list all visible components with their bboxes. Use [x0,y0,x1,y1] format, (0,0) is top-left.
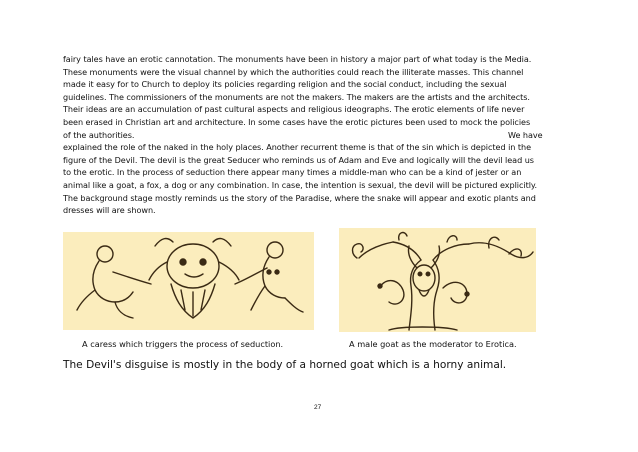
leaf-curls-right [489,237,522,256]
left-caption: A caress which triggers the process of seduction. [82,339,284,349]
text-line-split [63,129,591,142]
text-line: dresses will are shown. [63,205,156,216]
devil-caress-illustration [63,232,314,330]
text-line: made it easy for to Church to deploy its policies regarding religion and the social conduct, including the sexual [63,79,507,90]
goat-head [413,265,435,291]
devil-mouth [185,274,203,277]
split-line-right: We have [508,129,543,140]
emphasis-statement: The Devil's disguise is mostly in the body of a horned goat which is a horny animal. [63,359,507,371]
text-line: to the erotic. In the process of seduction there appear many times a middle-man who can be a kind of jester or an [63,167,522,178]
left-figure-arm [113,272,151,284]
devil-caress-drawing [63,232,314,330]
split-line-left: of the authorities. [63,129,135,140]
devil-horns [155,239,231,246]
goat-moderator-illustration [339,228,536,332]
text-line: explained the role of the naked in the holy places. Another recurrent theme is that of the sin which is depicted in the [63,142,532,153]
tree-branches [393,242,469,260]
devil-face [167,244,219,288]
text-line: guidelines. The commissioners of the monuments are not the makers. The makers are the artists and the architects. [63,91,530,102]
right-figure-legs [251,286,303,312]
devil-beard-strands [181,290,205,316]
left-figure-legs [77,290,133,318]
tree-trunk-right [433,260,439,330]
right-figure-body [263,257,285,298]
right-branch [469,243,533,258]
text-line: These monuments were the visual channel by which the authorities could reach the illiterate masses. This channel [63,66,524,77]
right-figure-head [267,242,283,258]
goat-tree-drawing [339,228,536,332]
text-line: The background stage mostly reminds us the story of the Paradise, where the snake will appear and exotic plants and [63,192,536,203]
right-caption: A male goat as the moderator to Erotica. [349,339,517,349]
left-figure-body [93,261,133,302]
text-line: Their ideas are an accumulation of past cultural aspects and religious ideographs. The erotic elements of life never [63,104,525,115]
left-branch [359,242,393,258]
text-line: fairy tales have an erotic cannotation. The monuments have been in history a major part of what today is the Media. [63,54,532,64]
snake-left [379,281,404,304]
text-line: animal like a goat, a fox, a dog or any combination. In case, the intention is sexual, the devil will be pictured explicitly. [63,179,538,190]
snake-right [443,282,467,303]
page-number: 27 [314,404,322,411]
right-figure-arm [235,268,267,284]
text-line: figure of the Devil. The devil is the great Seducer who reminds us of Adam and Eve and logically will the devil lead us [63,154,534,165]
ground-line [389,327,457,330]
body-text [63,53,591,217]
left-figure-head [97,246,113,262]
leaf-curls-top [399,233,457,242]
text-line: been erased in Christian art and architecture. In some cases have the erotic pictures been used to mock the policies [63,116,531,127]
